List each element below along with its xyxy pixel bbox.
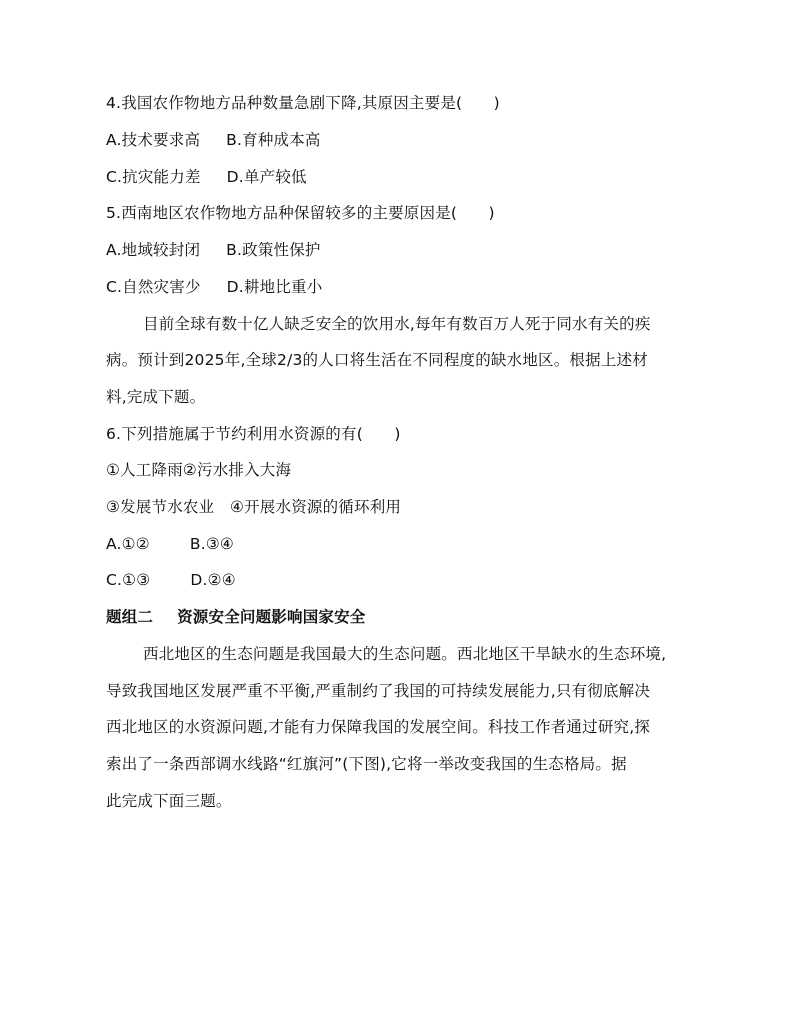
- question-4-options-ab: [106, 130, 706, 150]
- question-4-options-cd: [106, 167, 706, 187]
- section-2-heading: [106, 607, 706, 627]
- question-6-items-34: ③发展节水农业 ④开展水资源的循环利用: [106, 498, 402, 516]
- question-5-option-a: A.地域较封闭: [106, 241, 201, 259]
- question-4-stem: 4.我国农作物地方品种数量急剧下降,其原因主要是( ): [106, 94, 500, 112]
- section-2-label: 题组二: [106, 608, 154, 626]
- question-4-option-d: D.单产较低: [226, 168, 307, 186]
- material-2-line-1: 西北地区的生态问题是我国最大的生态问题。西北地区干旱缺水的生态环境,: [143, 645, 667, 663]
- material-1-line-3: 料,完成下题。: [106, 388, 206, 406]
- question-6-option-d: D.②④: [190, 571, 236, 589]
- material-2-line-2: 导致我国地区发展严重不平衡,严重制约了我国的可持续发展能力,只有彻底解决: [106, 682, 651, 700]
- material-2-line-3: 西北地区的水资源问题,才能有力保障我国的发展空间。科技工作者通过研究,探: [106, 718, 651, 736]
- question-4-option-a: A.技术要求高: [106, 131, 201, 149]
- question-6-options-cd: [106, 570, 706, 590]
- section-2-title: 资源安全问题影响国家安全: [177, 608, 366, 626]
- question-6-options-ab: [106, 534, 706, 554]
- question-6-items-12: ①人工降雨②污水排入大海: [106, 461, 292, 479]
- material-1-line-2: 病。预计到2025年,全球2/3的人口将生活在不同程度的缺水地区。根据上述材: [106, 351, 648, 369]
- material-1-line-1: 目前全球有数十亿人缺乏安全的饮用水,每年有数百万人死于同水有关的疾: [143, 315, 651, 333]
- question-6-option-b: B.③④: [189, 535, 235, 553]
- question-4-option-b: B.育种成本高: [226, 131, 321, 149]
- question-5-options-cd: [106, 277, 706, 297]
- material-2-line-5: 此完成下面三题。: [106, 792, 232, 810]
- question-4-option-c: C.抗灾能力差: [106, 168, 201, 186]
- material-2-line-4: 索出了一条西部调水线路“红旗河”(下图),它将一举改变我国的生态格局。据: [106, 755, 627, 773]
- question-5-option-c: C.自然灾害少: [106, 278, 201, 296]
- question-5-options-ab: [106, 240, 706, 260]
- question-6-option-a: A.①②: [106, 535, 150, 553]
- question-6-stem: 6.下列措施属于节约利用水资源的有( ): [106, 425, 401, 443]
- question-5-option-b: B.政策性保护: [226, 241, 321, 259]
- question-5-stem: 5.西南地区农作物地方品种保留较多的主要原因是( ): [106, 204, 495, 222]
- question-6-option-c: C.①③: [106, 571, 151, 589]
- question-5-option-d: D.耕地比重小: [226, 278, 323, 296]
